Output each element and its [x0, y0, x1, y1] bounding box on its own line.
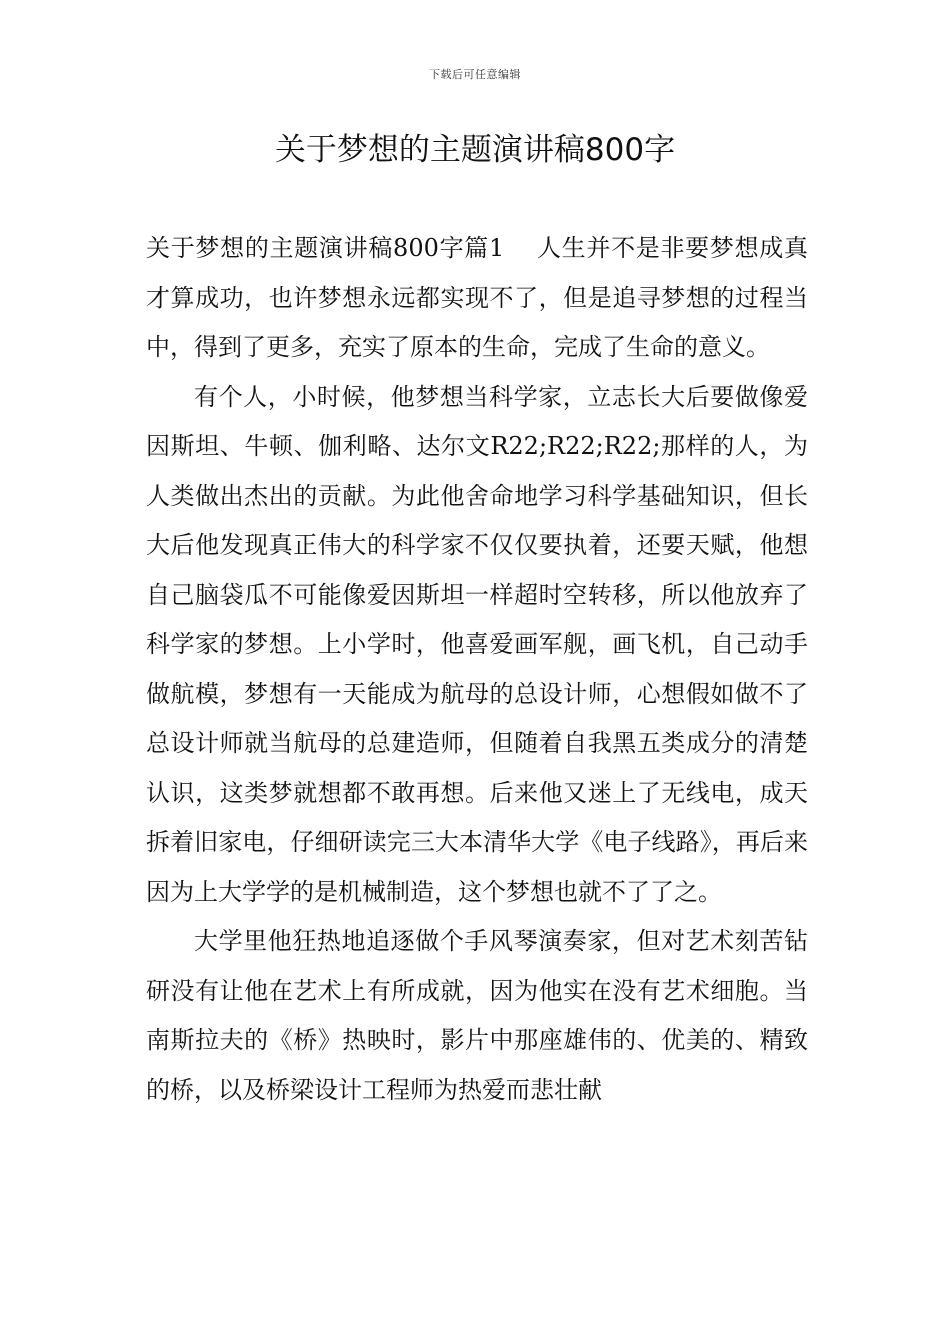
- paragraph-2: 有个人，小时候，他梦想当科学家，立志长大后要做像爱因斯坦、牛顿、伽利略、达尔文R22;R22;R22;那样的人，为人类做出杰出的贡献。为此他舍命地学习科学基础知识，但长大后他发现真正伟大的科学家不仅仅要执着，还要天赋，他想自己脑袋瓜不可能像爱因斯坦一样超时空转移，所以他放弃了科学家的梦想。上小学时，他喜爱画军舰，画飞机，自己动手做航模，梦想有一天能成为航母的总设计师，心想假如做不了总设计师就当航母的总建造师，但随着自我黑五类成分的清楚认识，这类梦就想都不敢再想。后来他又迷上了无线电，成天拆着旧家电，仔细研读完三大本清华大学《电子线路》，再后来因为上大学学的是机械制造，这个梦想也就不了了之。: [146, 382, 808, 906]
- paragraph-3: 大学里他狂热地追逐做个手风琴演奏家，但对艺术刻苦钻研没有让他在艺术上有所成就，因为他实在没有艺术细胞。当南斯拉夫的《桥》热映时，影片中那座雄伟的、优美的、精致的桥，以及桥梁设计工程师为热爱而悲壮献: [146, 927, 808, 1104]
- document-body: [146, 224, 808, 1115]
- download-note: 下载后可任意编辑: [429, 68, 521, 81]
- section-heading: 关于梦想的主题演讲稿800字篇1: [146, 234, 505, 262]
- paragraph-1: [146, 224, 808, 373]
- paragraph-1-text: 人生并不是非要梦想成真才算成功，也许梦想永远都实现不了，但是追寻梦想的过程当中，得到了更多，充实了原本的生命，完成了生命的意义。: [146, 234, 809, 361]
- document-title: 关于梦想的主题演讲稿800字: [274, 132, 676, 168]
